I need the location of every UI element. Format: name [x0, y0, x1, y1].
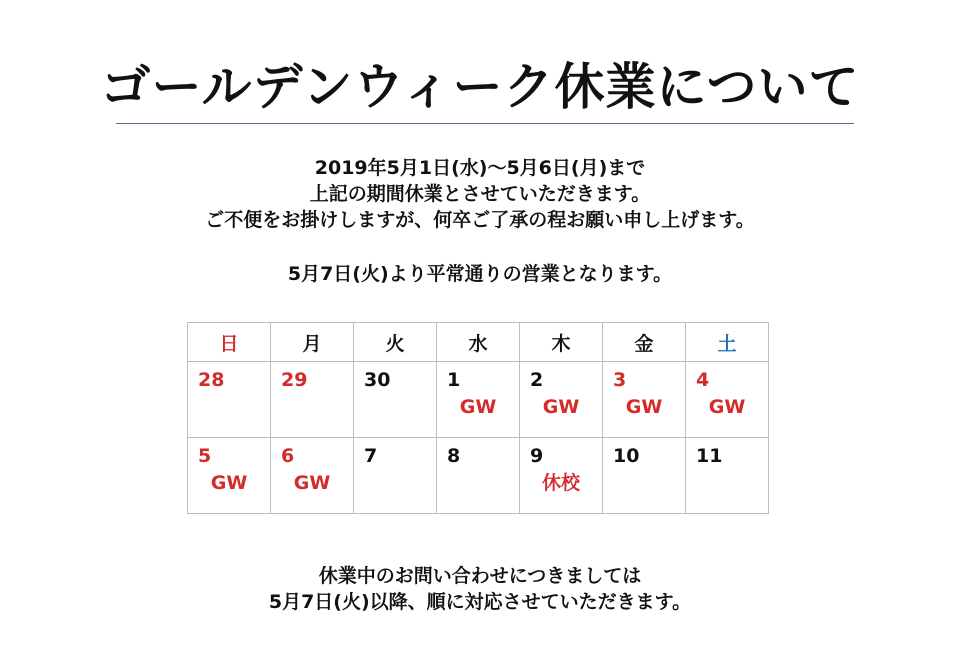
calendar-day-cell [437, 438, 520, 514]
calendar-day-cell [686, 438, 769, 514]
footer-response: 5月7日(火)以降、順に対応させていただきます。 [268, 591, 692, 613]
calendar-day-cell [520, 438, 603, 514]
day-number: 6 [281, 445, 295, 467]
weekday-friday: 金 [603, 323, 686, 362]
day-number: 28 [198, 369, 225, 391]
day-note [354, 468, 436, 471]
day-note [437, 468, 519, 471]
notice-closure: 上記の期間休業とさせていただきます。 [309, 183, 651, 205]
weekday-thursday: 木 [520, 323, 603, 362]
day-note [188, 392, 270, 395]
day-note: GW [625, 396, 663, 418]
calendar-day-cell [437, 362, 520, 438]
weekday-tuesday: 火 [354, 323, 437, 362]
page-title: ゴールデンウィーク休業について [100, 58, 860, 116]
day-note [603, 468, 685, 471]
weekday-sunday: 日 [188, 323, 271, 362]
day-number: 5 [198, 445, 212, 467]
day-number: 9 [530, 445, 544, 467]
calendar-day-cell [271, 362, 354, 438]
day-note [686, 468, 768, 471]
calendar-day-cell [188, 362, 271, 438]
weekday-wednesday: 水 [437, 323, 520, 362]
day-number: 8 [447, 445, 461, 467]
day-note: 休校 [541, 472, 580, 494]
day-note: GW [459, 396, 497, 418]
calendar-day-cell [354, 362, 437, 438]
holiday-calendar [187, 322, 769, 514]
calendar-day-cell [603, 438, 686, 514]
calendar-day-cell [188, 438, 271, 514]
calendar-day-cell [520, 362, 603, 438]
day-note [354, 392, 436, 395]
day-number: 11 [696, 445, 723, 467]
notice-reopening: 5月7日(火)より平常通りの営業となります。 [287, 263, 673, 285]
day-number: 29 [281, 369, 308, 391]
day-number: 2 [530, 369, 544, 391]
calendar-day-cell [354, 438, 437, 514]
notice-period: 2019年5月1日(水)〜5月6日(月)まで [314, 157, 646, 179]
calendar-day-cell [603, 362, 686, 438]
day-note: GW [210, 472, 248, 494]
day-number: 7 [364, 445, 378, 467]
day-number: 4 [696, 369, 710, 391]
day-number: 3 [613, 369, 627, 391]
day-number: 1 [447, 369, 461, 391]
footer-inquiry: 休業中のお問い合わせにつきましては [318, 565, 642, 587]
calendar-week-row [188, 438, 769, 514]
day-number: 30 [364, 369, 391, 391]
day-number: 10 [613, 445, 640, 467]
notice-apology: ご不便をお掛けしますが、何卒ご了承の程お願い申し上げます。 [205, 209, 755, 231]
weekday-saturday: 土 [686, 323, 769, 362]
day-note [271, 392, 353, 395]
calendar-week-row [188, 362, 769, 438]
weekday-header-row [188, 323, 769, 362]
day-note: GW [708, 396, 746, 418]
calendar-day-cell [686, 362, 769, 438]
day-note: GW [293, 472, 331, 494]
day-note: GW [542, 396, 580, 418]
title-divider [116, 123, 854, 124]
weekday-monday: 月 [271, 323, 354, 362]
calendar-day-cell [271, 438, 354, 514]
